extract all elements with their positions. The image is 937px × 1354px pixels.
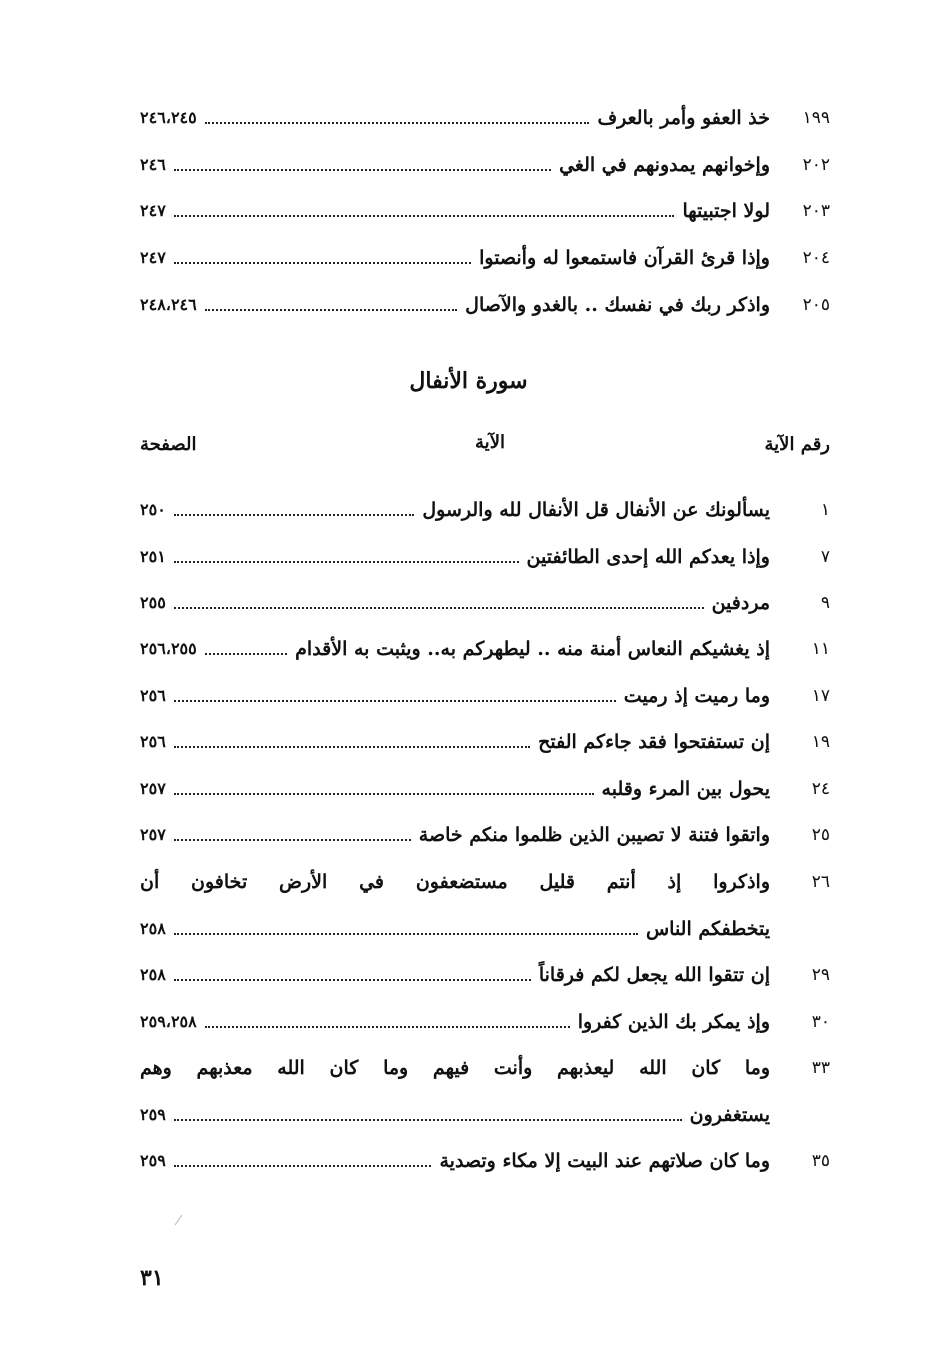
page-reference: ٢٤٨،٢٤٦ [140, 295, 197, 314]
verse-number: ١١ [811, 639, 830, 659]
index-row [140, 542, 830, 572]
verse-text: واتقوا فتنة لا تصيبن الذين ظلموا منكم خاصة [418, 824, 770, 846]
verse-text: يتخطفكم الناس [645, 918, 770, 940]
index-row [140, 960, 830, 990]
verse-text: وإخوانهم يمدونهم في الغي [559, 154, 770, 176]
leader-dots [174, 700, 616, 702]
leader-dots [205, 653, 287, 655]
verse-text: إذ يغشيكم النعاس أمنة منه .. ليطهركم به.. ويثبت به الأقدام [295, 638, 770, 660]
verse-number: ١٩٩ [802, 108, 830, 128]
index-row [140, 495, 830, 525]
verse-number: ٢٩ [811, 965, 830, 985]
leader-dots [174, 607, 704, 609]
verse-number: ٢٦ [811, 872, 830, 892]
page-reference: ٢٥٥ [140, 593, 166, 612]
verse-text: وما كان الله ليعذبهم وأنت فيهم وما كان الله معذبهم وهم [140, 1057, 770, 1079]
verse-number: ٢٥ [811, 825, 830, 845]
page-reference: ٢٥٩ [140, 1105, 166, 1124]
verse-number: ٢٠٥ [802, 295, 830, 315]
index-row [140, 820, 830, 850]
leader-dots [174, 839, 411, 841]
verse-text: إن تستفتحوا فقد جاءكم الفتح [538, 731, 770, 753]
surah-title: سورة الأنفال [409, 368, 528, 394]
index-row [140, 150, 830, 180]
leader-dots [205, 1026, 570, 1028]
page-reference: ٢٥٦،٢٥٥ [140, 639, 197, 658]
header-verse: الآية [475, 432, 505, 453]
verse-text: إن تتقوا الله يجعل لكم فرقاناً [538, 964, 770, 986]
verse-text: خذ العفو وأمر بالعرف [597, 107, 770, 129]
index-row [140, 727, 830, 757]
verse-text: واذكر ربك في نفسك .. بالغدو والآصال [465, 294, 770, 316]
index-row [140, 774, 830, 804]
verse-number: ٢٠٣ [802, 201, 830, 221]
verse-text: وما كان صلاتهم عند البيت إلا مكاء وتصدية [439, 1150, 770, 1172]
index-row-continuation [140, 1100, 830, 1130]
verse-text: مردفين [711, 592, 770, 614]
verse-text: وإذا قرئ القرآن فاستمعوا له وأنصتوا [479, 247, 770, 269]
verse-number: ٣٣ [811, 1058, 830, 1078]
page-reference: ٢٥٧ [140, 825, 166, 844]
verse-number: ١٧ [811, 686, 830, 706]
page-reference: ٢٥٠ [140, 500, 166, 519]
verse-number: ٩ [820, 593, 830, 613]
index-row [140, 196, 830, 226]
page-reference: ٢٤٧ [140, 201, 166, 220]
leader-dots [174, 561, 519, 563]
index-row-continuation [140, 914, 830, 944]
verse-text: يحول بين المرء وقلبه [601, 778, 770, 800]
index-row [140, 588, 830, 618]
verse-number: ١٩ [811, 732, 830, 752]
verse-number: ٧ [820, 547, 830, 567]
index-row [140, 867, 830, 897]
leader-dots [205, 122, 590, 124]
verse-number: ١ [820, 500, 830, 520]
index-row [140, 290, 830, 320]
verse-text: وإذا يعدكم الله إحدى الطائفتين [526, 546, 770, 568]
page-reference: ٢٤٦ [140, 155, 166, 174]
leader-dots [174, 1165, 432, 1167]
page-reference: ٢٥٩،٢٥٨ [140, 1012, 197, 1031]
leader-dots [174, 746, 530, 748]
verse-text: لولا اجتبيتها [682, 200, 770, 222]
verse-number: ٣٥ [811, 1151, 830, 1171]
verse-number: ٢٤ [811, 779, 830, 799]
page-reference: ٢٤٧ [140, 248, 166, 267]
index-row [140, 1146, 830, 1176]
leader-dots [174, 262, 471, 264]
verse-number: ٢٠٤ [802, 248, 830, 268]
page-reference: ٢٥٨ [140, 919, 166, 938]
leader-dots [205, 309, 457, 311]
index-row [140, 243, 830, 273]
leader-dots [174, 169, 551, 171]
verse-text: وما رميت إذ رميت [623, 685, 770, 707]
page-reference: ٢٥٧ [140, 779, 166, 798]
page-reference: ٢٥٨ [140, 965, 166, 984]
page-number: ٣١ [140, 1265, 164, 1291]
page-reference: ٢٥٩ [140, 1151, 166, 1170]
leader-dots [174, 215, 675, 217]
scan-mark [175, 1215, 183, 1225]
header-verse-number: رقم الآية [764, 434, 830, 455]
verse-number: ٢٠٢ [802, 155, 830, 175]
leader-dots [174, 514, 415, 516]
index-row [140, 1007, 830, 1037]
page-reference: ٢٥٦ [140, 732, 166, 751]
verse-number: ٣٠ [811, 1012, 830, 1032]
leader-dots [174, 979, 531, 981]
verse-text: يستغفرون [689, 1104, 770, 1126]
index-row [140, 103, 830, 133]
index-row [140, 681, 830, 711]
header-page: الصفحة [140, 434, 197, 455]
verse-text: يسألونك عن الأنفال قل الأنفال لله والرسول [422, 499, 770, 521]
page-reference: ٢٥١ [140, 547, 166, 566]
index-row [140, 1053, 830, 1083]
leader-dots [174, 793, 594, 795]
leader-dots [174, 933, 638, 935]
index-row [140, 634, 830, 664]
page-reference: ٢٥٦ [140, 686, 166, 705]
verse-text: واذكروا إذ أنتم قليل مستضعفون في الأرض تخافون أن [140, 871, 770, 893]
page-reference: ٢٤٦،٢٤٥ [140, 108, 197, 127]
verse-text: وإذ يمكر بك الذين كفروا [577, 1011, 770, 1033]
leader-dots [174, 1119, 682, 1121]
